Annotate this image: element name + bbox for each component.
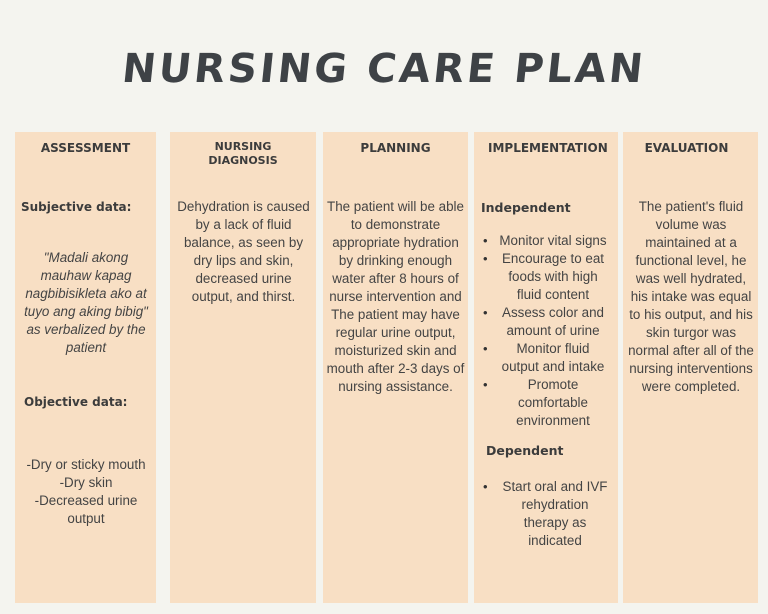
subjective-label: Subjective data: — [21, 200, 132, 214]
list-item: • Encourage to eat foods with high fluid content — [498, 250, 608, 304]
planning-text: The patient will be able to demonstrate appropriate hydration by drinking enough water after 8 hours of nurse intervention and The patient may have regular urine output, moisturized skin and mouth after 2-3 days of nursing assistance. — [326, 199, 465, 394]
diagnosis-column — [170, 132, 316, 603]
assessment-header: ASSESSMENT — [40, 141, 131, 155]
diagnosis-header-line2: DIAGNOSIS — [208, 154, 278, 167]
independent-list — [498, 232, 608, 430]
dependent-list — [498, 478, 612, 550]
list-item: • Start oral and IVF rehydration therapy as indicated — [498, 478, 612, 550]
evaluation-column — [623, 132, 758, 603]
planning-header: PLANNING — [360, 141, 431, 155]
objective-item: -Dry skin — [59, 475, 113, 490]
evaluation-text: The patient's fluid volume was maintained at a functional level, he was well hydrated, his intake was equal to his output, and his skin turgor was normal after all of the nursing interventions were completed. — [628, 199, 754, 394]
list-item: • Monitor fluid output and intake — [498, 340, 608, 376]
diagnosis-text: Dehydration is caused by a lack of fluid balance, as seen by dry lips and skin, decreased urine output, and thirst. — [177, 199, 310, 304]
list-item: • Assess color and amount of urine — [498, 304, 608, 340]
list-item: • Monitor vital signs — [498, 232, 608, 250]
dependent-label: Dependent — [486, 443, 564, 458]
diagnosis-header-line1: NURSING — [214, 140, 272, 153]
implementation-column — [474, 132, 618, 603]
assessment-column — [15, 132, 156, 603]
objective-label: Objective data: — [24, 395, 128, 409]
objective-list — [21, 456, 151, 528]
planning-column — [323, 132, 468, 603]
objective-item: -Dry or sticky mouth — [26, 457, 146, 472]
independent-label: Independent — [481, 200, 571, 215]
objective-item: -Decreased urine output — [34, 493, 138, 526]
evaluation-header: EVALUATION — [644, 141, 729, 155]
implementation-header: IMPLEMENTATION — [488, 141, 608, 155]
list-item: • Promote comfortable environment — [498, 376, 608, 430]
subjective-quote: "Madali akong mauhaw kapag nagbibisikleta ako at tuyo ang aking bibig" as verbalized by the patient — [24, 250, 148, 355]
page-title: NURSING CARE PLAN — [119, 46, 649, 92]
diagnosis-header — [170, 140, 316, 168]
